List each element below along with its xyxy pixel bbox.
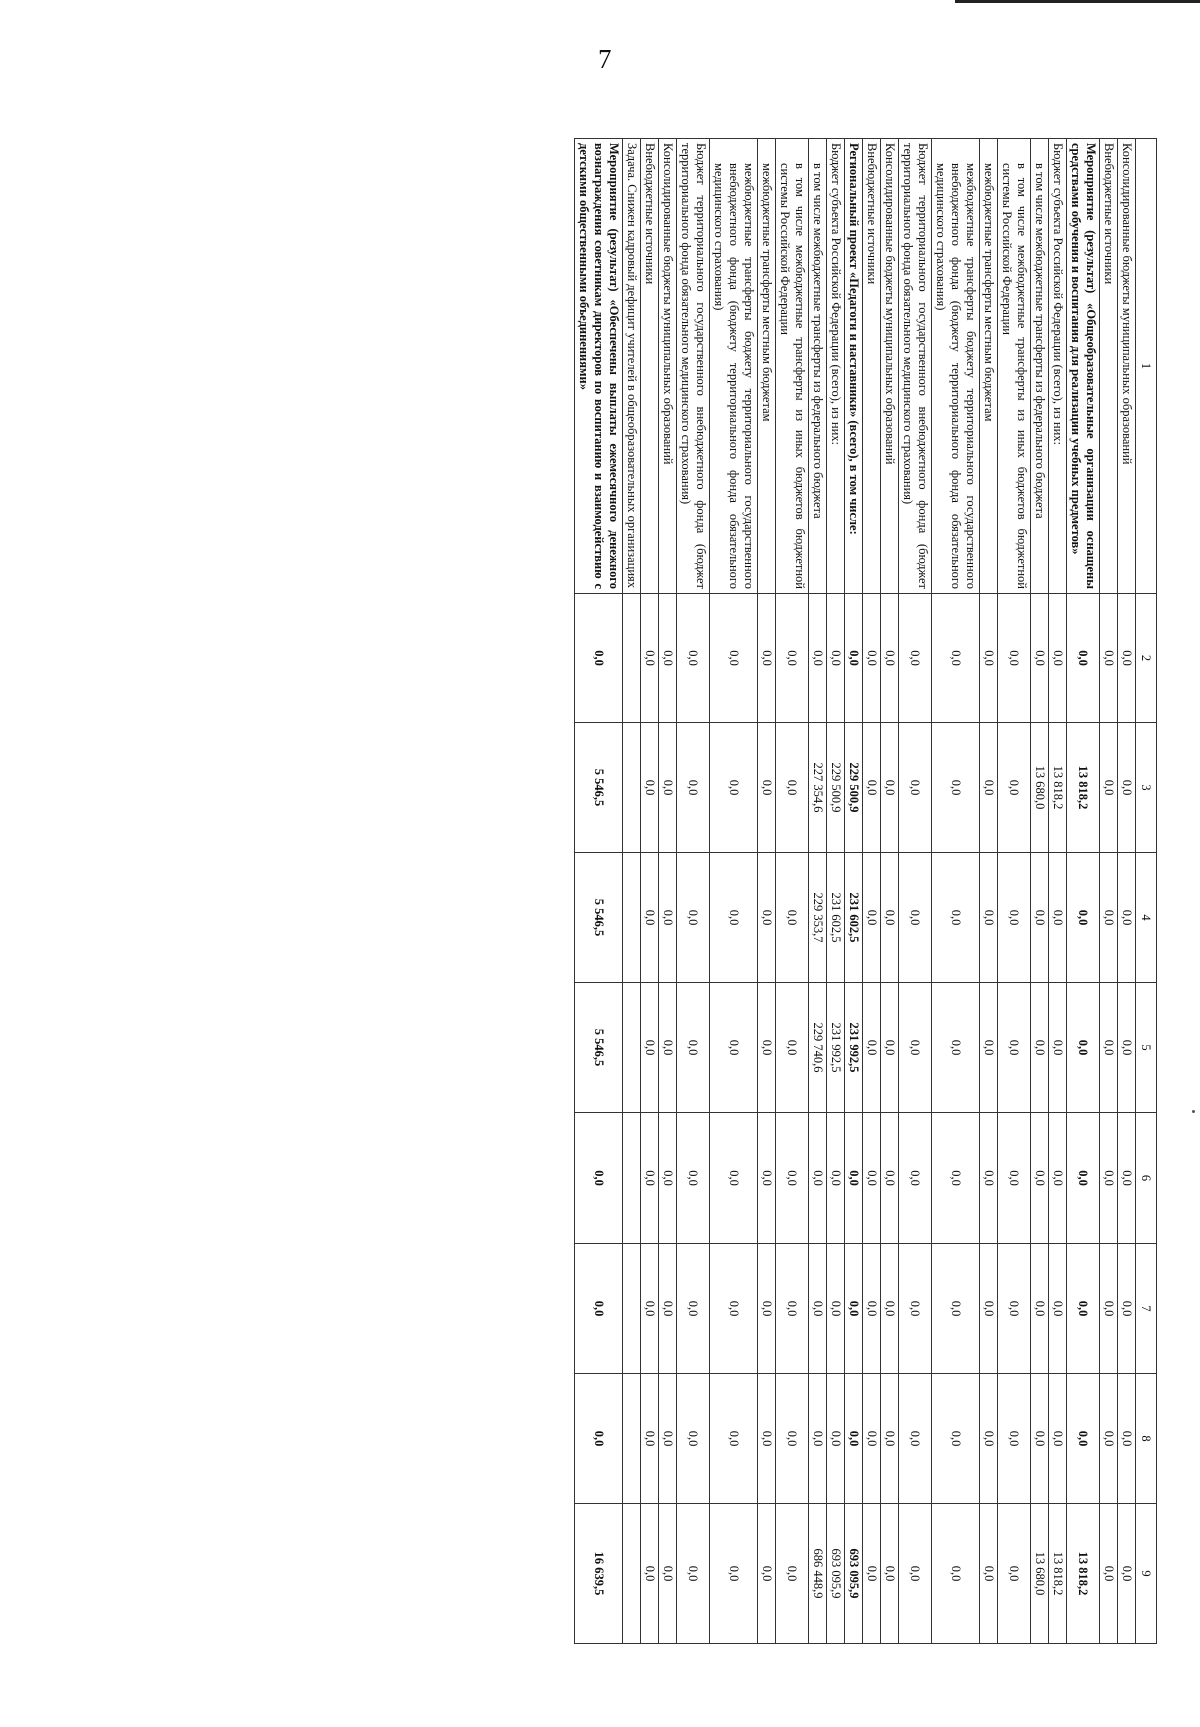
cell-value: 0,0 bbox=[710, 853, 758, 983]
table-row bbox=[758, 139, 776, 1644]
row-label: Консолидированные бюджеты муниципальных образований bbox=[881, 139, 899, 594]
cell-value: 0,0 bbox=[710, 594, 758, 723]
cell-value: 0,0 bbox=[1118, 853, 1136, 983]
cell-value: 0,0 bbox=[998, 723, 1031, 853]
cell-value: 231 992,5 bbox=[827, 983, 845, 1113]
column-header: 7 bbox=[1136, 1244, 1157, 1374]
cell-value: 0,0 bbox=[827, 1374, 845, 1504]
cell-value: 0,0 bbox=[827, 1244, 845, 1374]
cell-value: 0,0 bbox=[710, 1374, 758, 1504]
cell-value: 0,0 bbox=[809, 1244, 827, 1374]
cell-value: 0,0 bbox=[1031, 1113, 1049, 1244]
row-label: Мероприятие (результат) «Общеобразовательные организации оснащены средствами обучения и воспитания для реализации учебных предметов» bbox=[1067, 139, 1100, 594]
cell-value: 0,0 bbox=[1100, 1504, 1118, 1644]
cell-value: 0,0 bbox=[899, 594, 932, 723]
cell-value: 0,0 bbox=[1118, 1504, 1136, 1644]
row-label: Консолидированные бюджеты муниципальных образований bbox=[659, 139, 677, 594]
cell-value: 0,0 bbox=[881, 1113, 899, 1244]
cell-value: 0,0 bbox=[998, 1504, 1031, 1644]
row-label: в том числе межбюджетные трансферты из федерального бюджета bbox=[1031, 139, 1049, 594]
cell-value: 0,0 bbox=[998, 594, 1031, 723]
cell-value: 13 680,0 bbox=[1031, 1504, 1049, 1644]
cell-value bbox=[623, 1374, 641, 1504]
cell-value: 0,0 bbox=[827, 594, 845, 723]
column-header: 3 bbox=[1136, 723, 1157, 853]
table-row bbox=[863, 139, 881, 1644]
cell-value: 0,0 bbox=[1100, 723, 1118, 853]
cell-value: 0,0 bbox=[980, 723, 998, 853]
cell-value: 0,0 bbox=[659, 853, 677, 983]
page-number: 7 bbox=[598, 44, 612, 74]
table-row bbox=[899, 139, 932, 1644]
cell-value: 0,0 bbox=[641, 1244, 659, 1374]
table-row bbox=[998, 139, 1031, 1644]
cell-value: 0,0 bbox=[932, 1504, 980, 1644]
table-row bbox=[1049, 139, 1067, 1644]
row-label: Региональный проект «Педагоги и наставники» (всего), в том числе: bbox=[845, 139, 863, 594]
row-label: Задача. Снижен кадровый дефицит учителей в общеобразовательных организациях bbox=[623, 139, 641, 594]
cell-value: 0,0 bbox=[776, 1244, 809, 1374]
cell-value: 0,0 bbox=[641, 1113, 659, 1244]
cell-value: 0,0 bbox=[845, 594, 863, 723]
cell-value: 0,0 bbox=[1067, 1244, 1100, 1374]
cell-value: 0,0 bbox=[980, 983, 998, 1113]
cell-value: 229 353,7 bbox=[809, 853, 827, 983]
cell-value: 0,0 bbox=[659, 723, 677, 853]
cell-value: 0,0 bbox=[1067, 1374, 1100, 1504]
cell-value: 0,0 bbox=[881, 723, 899, 853]
row-label: Внебюджетные источники bbox=[641, 139, 659, 594]
cell-value: 0,0 bbox=[710, 1113, 758, 1244]
cell-value: 0,0 bbox=[932, 1244, 980, 1374]
cell-value: 0,0 bbox=[932, 1113, 980, 1244]
cell-value: 0,0 bbox=[575, 1113, 623, 1244]
cell-value: 0,0 bbox=[1067, 983, 1100, 1113]
cell-value: 0,0 bbox=[845, 1113, 863, 1244]
cell-value bbox=[623, 1244, 641, 1374]
cell-value: 0,0 bbox=[641, 853, 659, 983]
cell-value: 0,0 bbox=[659, 983, 677, 1113]
cell-value: 0,0 bbox=[1100, 1374, 1118, 1504]
cell-value: 0,0 bbox=[677, 1374, 710, 1504]
cell-value: 0,0 bbox=[1067, 594, 1100, 723]
cell-value: 0,0 bbox=[863, 1113, 881, 1244]
cell-value: 5 546,5 bbox=[575, 853, 623, 983]
cell-value: 0,0 bbox=[641, 983, 659, 1113]
cell-value: 0,0 bbox=[1049, 594, 1067, 723]
row-label: в том числе межбюджетные трансферты из иных бюджетов бюджетной системы Российской Федерации bbox=[776, 139, 809, 594]
cell-value bbox=[623, 853, 641, 983]
row-label: Бюджет территориального государственного внебюджетного фонда (бюджет территориального фонда обязательного медицинского страхования) bbox=[677, 139, 710, 594]
cell-value: 0,0 bbox=[998, 1244, 1031, 1374]
row-label: межбюджетные трансферты местным бюджетам bbox=[980, 139, 998, 594]
cell-value: 0,0 bbox=[1067, 1113, 1100, 1244]
cell-value: 0,0 bbox=[710, 983, 758, 1113]
cell-value: 0,0 bbox=[641, 1504, 659, 1644]
column-header: 9 bbox=[1136, 1504, 1157, 1644]
cell-value: 0,0 bbox=[863, 1374, 881, 1504]
cell-value: 5 546,5 bbox=[575, 983, 623, 1113]
cell-value: 0,0 bbox=[1100, 983, 1118, 1113]
cell-value: 0,0 bbox=[1049, 853, 1067, 983]
cell-value: 0,0 bbox=[776, 1113, 809, 1244]
cell-value: 0,0 bbox=[932, 1374, 980, 1504]
cell-value: 693 095,9 bbox=[827, 1504, 845, 1644]
cell-value: 0,0 bbox=[1118, 983, 1136, 1113]
row-label: Консолидированные бюджеты муниципальных образований bbox=[1118, 139, 1136, 594]
cell-value: 0,0 bbox=[899, 1113, 932, 1244]
column-header: 8 bbox=[1136, 1374, 1157, 1504]
rotated-table-container bbox=[574, 138, 1157, 1644]
cell-value: 0,0 bbox=[758, 1504, 776, 1644]
cell-value: 0,0 bbox=[776, 723, 809, 853]
table-row bbox=[776, 139, 809, 1644]
row-label: в том числе межбюджетные трансферты из иных бюджетов бюджетной системы Российской Федерации bbox=[998, 139, 1031, 594]
table-row bbox=[575, 139, 623, 1644]
cell-value: 0,0 bbox=[758, 1113, 776, 1244]
table-row bbox=[677, 139, 710, 1644]
cell-value: 0,0 bbox=[863, 983, 881, 1113]
cell-value: 0,0 bbox=[881, 594, 899, 723]
cell-value: 0,0 bbox=[641, 723, 659, 853]
cell-value: 0,0 bbox=[1031, 853, 1049, 983]
cell-value: 0,0 bbox=[863, 853, 881, 983]
cell-value: 13 680,0 bbox=[1031, 723, 1049, 853]
cell-value: 0,0 bbox=[659, 1113, 677, 1244]
cell-value: 0,0 bbox=[881, 983, 899, 1113]
cell-value: 0,0 bbox=[1067, 853, 1100, 983]
cell-value bbox=[623, 1504, 641, 1644]
cell-value: 0,0 bbox=[641, 1374, 659, 1504]
cell-value: 0,0 bbox=[1031, 1374, 1049, 1504]
cell-value: 0,0 bbox=[659, 1244, 677, 1374]
row-label: межбюджетные трансферты местным бюджетам bbox=[758, 139, 776, 594]
cell-value: 0,0 bbox=[809, 1113, 827, 1244]
cell-value: 0,0 bbox=[932, 853, 980, 983]
cell-value: 0,0 bbox=[998, 1113, 1031, 1244]
table-row bbox=[980, 139, 998, 1644]
cell-value: 0,0 bbox=[980, 594, 998, 723]
cell-value: 231 602,5 bbox=[827, 853, 845, 983]
cell-value: 13 818,2 bbox=[1049, 1504, 1067, 1644]
cell-value: 0,0 bbox=[1100, 853, 1118, 983]
cell-value: 0,0 bbox=[1100, 1244, 1118, 1374]
cell-value: 0,0 bbox=[980, 1244, 998, 1374]
cell-value: 0,0 bbox=[677, 1113, 710, 1244]
cell-value: 0,0 bbox=[1118, 723, 1136, 853]
cell-value: 0,0 bbox=[1118, 1374, 1136, 1504]
cell-value: 231 992,5 bbox=[845, 983, 863, 1113]
cell-value: 0,0 bbox=[677, 853, 710, 983]
cell-value: 0,0 bbox=[1049, 983, 1067, 1113]
cell-value: 0,0 bbox=[677, 1504, 710, 1644]
table-row bbox=[1118, 139, 1136, 1644]
column-header: 1 bbox=[1136, 139, 1157, 594]
cell-value: 0,0 bbox=[1118, 594, 1136, 723]
cell-value bbox=[623, 1113, 641, 1244]
cell-value: 229 500,9 bbox=[827, 723, 845, 853]
cell-value: 229 500,9 bbox=[845, 723, 863, 853]
cell-value bbox=[623, 723, 641, 853]
cell-value: 0,0 bbox=[1031, 983, 1049, 1113]
cell-value: 0,0 bbox=[881, 1244, 899, 1374]
cell-value: 0,0 bbox=[863, 1244, 881, 1374]
cell-value bbox=[623, 983, 641, 1113]
cell-value: 227 354,6 bbox=[809, 723, 827, 853]
column-header: 2 bbox=[1136, 594, 1157, 723]
cell-value: 0,0 bbox=[1031, 1244, 1049, 1374]
cell-value: 229 740,6 bbox=[809, 983, 827, 1113]
row-label: Внебюджетные источники bbox=[1100, 139, 1118, 594]
cell-value: 0,0 bbox=[677, 983, 710, 1113]
budget-table bbox=[574, 138, 1157, 1644]
cell-value: 0,0 bbox=[998, 1374, 1031, 1504]
cell-value: 0,0 bbox=[845, 1244, 863, 1374]
row-label: Мероприятие (результат) «Обеспечены выплаты ежемесячного денежного вознаграждения советникам директоров по воспитанию и взаимодействию с детскими общественными объединениями» bbox=[575, 139, 623, 594]
cell-value: 0,0 bbox=[998, 983, 1031, 1113]
table-header-row bbox=[1136, 139, 1157, 1644]
column-header: 4 bbox=[1136, 853, 1157, 983]
cell-value: 13 818,2 bbox=[1049, 723, 1067, 853]
cell-value: 0,0 bbox=[677, 1244, 710, 1374]
cell-value: 0,0 bbox=[677, 594, 710, 723]
row-label: межбюджетные трансферты бюджету территориального государственного внебюджетного фонда (бюджету территориального фонда обязательного медицинского страхования) bbox=[710, 139, 758, 594]
cell-value: 231 602,5 bbox=[845, 853, 863, 983]
cell-value: 0,0 bbox=[881, 1504, 899, 1644]
cell-value: 0,0 bbox=[758, 853, 776, 983]
cell-value: 0,0 bbox=[980, 1504, 998, 1644]
cell-value: 0,0 bbox=[881, 853, 899, 983]
column-header: 5 bbox=[1136, 983, 1157, 1113]
cell-value: 686 448,9 bbox=[809, 1504, 827, 1644]
cell-value: 0,0 bbox=[932, 723, 980, 853]
cell-value: 0,0 bbox=[641, 594, 659, 723]
cell-value: 0,0 bbox=[899, 1374, 932, 1504]
table-row bbox=[641, 139, 659, 1644]
cell-value: 0,0 bbox=[1031, 594, 1049, 723]
cell-value: 0,0 bbox=[659, 1374, 677, 1504]
cell-value: 0,0 bbox=[899, 723, 932, 853]
cell-value: 0,0 bbox=[827, 1113, 845, 1244]
table-row bbox=[1067, 139, 1100, 1644]
cell-value: 0,0 bbox=[659, 594, 677, 723]
cell-value: 0,0 bbox=[809, 1374, 827, 1504]
row-label: межбюджетные трансферты бюджету территориального государственного внебюджетного фонда (бюджету территориального фонда обязательного медицинского страхования) bbox=[932, 139, 980, 594]
table-row bbox=[932, 139, 980, 1644]
cell-value: 0,0 bbox=[845, 1374, 863, 1504]
cell-value: 0,0 bbox=[710, 1244, 758, 1374]
cell-value: 0,0 bbox=[710, 1504, 758, 1644]
table-row bbox=[845, 139, 863, 1644]
cell-value: 13 818,2 bbox=[1067, 723, 1100, 853]
cell-value: 0,0 bbox=[758, 594, 776, 723]
cell-value: 16 639,5 bbox=[575, 1504, 623, 1644]
cell-value: 0,0 bbox=[899, 1244, 932, 1374]
row-label: в том числе межбюджетные трансферты из федерального бюджета bbox=[809, 139, 827, 594]
table-row bbox=[659, 139, 677, 1644]
cell-value: 0,0 bbox=[575, 594, 623, 723]
cell-value: 0,0 bbox=[932, 594, 980, 723]
cell-value: 0,0 bbox=[776, 1504, 809, 1644]
cell-value: 0,0 bbox=[758, 1374, 776, 1504]
cell-value: 0,0 bbox=[863, 594, 881, 723]
cell-value: 0,0 bbox=[575, 1244, 623, 1374]
table-row bbox=[710, 139, 758, 1644]
table-row bbox=[1100, 139, 1118, 1644]
table-row bbox=[809, 139, 827, 1644]
cell-value: 0,0 bbox=[710, 723, 758, 853]
table-row bbox=[623, 139, 641, 1644]
cell-value: 0,0 bbox=[1118, 1113, 1136, 1244]
cell-value: 0,0 bbox=[980, 1113, 998, 1244]
cell-value: 0,0 bbox=[899, 983, 932, 1113]
cell-value: 0,0 bbox=[932, 983, 980, 1113]
cell-value: 0,0 bbox=[980, 853, 998, 983]
cell-value: 0,0 bbox=[899, 853, 932, 983]
cell-value: 0,0 bbox=[776, 594, 809, 723]
table-row bbox=[827, 139, 845, 1644]
row-label: Бюджет субъекта Российской Федерации (всего), из них: bbox=[1049, 139, 1067, 594]
cell-value: 0,0 bbox=[980, 1374, 998, 1504]
cell-value: 0,0 bbox=[677, 723, 710, 853]
cell-value: 0,0 bbox=[809, 594, 827, 723]
row-label: Внебюджетные источники bbox=[863, 139, 881, 594]
cell-value: 0,0 bbox=[1049, 1374, 1067, 1504]
cell-value: 0,0 bbox=[899, 1504, 932, 1644]
cell-value: 0,0 bbox=[1100, 594, 1118, 723]
cell-value: 0,0 bbox=[758, 1244, 776, 1374]
cell-value: 0,0 bbox=[776, 1374, 809, 1504]
cell-value: 0,0 bbox=[659, 1504, 677, 1644]
column-header: 6 bbox=[1136, 1113, 1157, 1244]
cell-value: 693 095,9 bbox=[845, 1504, 863, 1644]
cell-value: 5 546,5 bbox=[575, 723, 623, 853]
cell-value: 0,0 bbox=[1049, 1244, 1067, 1374]
cell-value: 0,0 bbox=[1100, 1113, 1118, 1244]
cell-value: 0,0 bbox=[863, 723, 881, 853]
cell-value: 0,0 bbox=[776, 853, 809, 983]
scan-speck bbox=[1192, 1110, 1195, 1113]
cell-value: 0,0 bbox=[1049, 1113, 1067, 1244]
cell-value: 0,0 bbox=[758, 983, 776, 1113]
cell-value: 0,0 bbox=[998, 853, 1031, 983]
cell-value: 0,0 bbox=[1118, 1244, 1136, 1374]
top-rule bbox=[955, 0, 1200, 3]
cell-value: 0,0 bbox=[863, 1504, 881, 1644]
row-label: Бюджет территориального государственного внебюджетного фонда (бюджет территориального фонда обязательного медицинского страхования) bbox=[899, 139, 932, 594]
cell-value: 13 818,2 bbox=[1067, 1504, 1100, 1644]
cell-value: 0,0 bbox=[881, 1374, 899, 1504]
cell-value: 0,0 bbox=[575, 1374, 623, 1504]
cell-value bbox=[623, 594, 641, 723]
row-label: Бюджет субъекта Российской Федерации (всего), из них: bbox=[827, 139, 845, 594]
table-row bbox=[1031, 139, 1049, 1644]
table-row bbox=[881, 139, 899, 1644]
cell-value: 0,0 bbox=[776, 983, 809, 1113]
cell-value: 0,0 bbox=[758, 723, 776, 853]
